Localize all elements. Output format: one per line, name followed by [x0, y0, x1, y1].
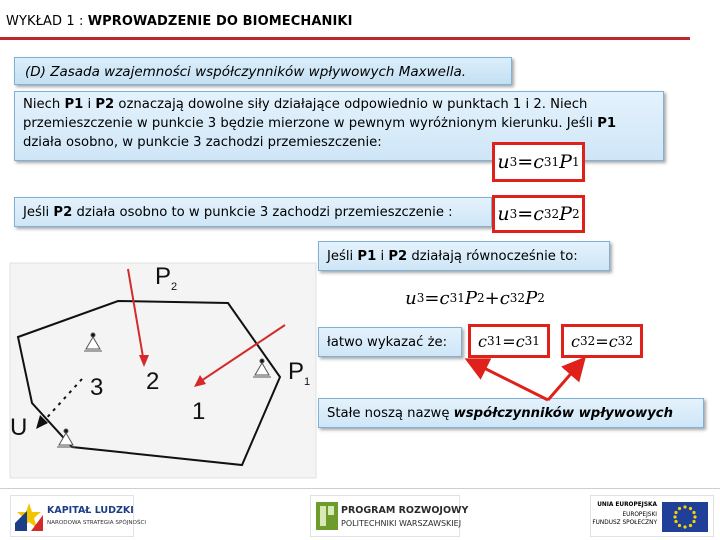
label-p1: $P_1$ [288, 358, 311, 388]
label-u: U [10, 414, 28, 441]
formula-c31-equality: c 31 = c 31 [468, 324, 550, 358]
label-p2: $P_2$ [155, 263, 178, 293]
logo-program-rozwojowy: PROGRAM ROZWOJOWY POLITECHNIKI WARSZAWSKIEJ [310, 495, 460, 537]
elastic-body-diagram [0, 255, 318, 480]
paragraph-p2-alone: Jeśli P2 działa osobno to w punkcie 3 zachodzi przemieszczenie : [14, 197, 492, 227]
formula-c32-equality: c 32 = c 32 [561, 324, 643, 358]
formula-u3-p2: u 3 = c 32 P 2 [492, 195, 585, 233]
logo-unia-europejska: UNIA EUROPEJSKA EUROPEJSKI FUNDUSZ SPOŁECZNY [590, 495, 714, 537]
paragraph-influence-coefficients: Stałe noszą nazwę współczynników wpływowych [318, 398, 704, 428]
program-rozwojowy-emblem-icon [316, 502, 338, 530]
footer-divider [0, 488, 720, 489]
label-point-3: 3 [90, 374, 104, 401]
formula-u3-p1: u 3 = c 31 P 1 [492, 142, 585, 182]
eu-flag-icon [662, 502, 708, 532]
arrow-to-c32 [548, 361, 582, 400]
paragraph-easy-to-show: łatwo wykazać że: [318, 327, 462, 357]
label-point-2: 2 [146, 368, 160, 395]
paragraph-simultaneous: Jeśli P1 i P2 działają równocześnie to: [318, 241, 610, 271]
lecture-prefix: WYKŁAD 1 : [6, 14, 88, 29]
paragraph-intro: Niech P1 i P2 oznaczają dowolne siły działające odpowiednio w punktach 1 i 2. Niech przemieszczenie w punkcie 3 będzie mierzone w pewnym wyróżnionym kierunku. Jeśli P1 działa osobno, w punkcie 3 zachodzi przemieszczenie: [14, 91, 664, 161]
formula-u3-combined: u 3 = c 31 P 2 + c 32 P 2 [395, 280, 555, 316]
kapital-ludzki-emblem-icon [15, 501, 43, 531]
diagram-background [10, 263, 316, 478]
section-heading: (D) Zasada wzajemności współczynników wpływowych Maxwella. [14, 57, 512, 85]
logo-kapital-ludzki: KAPITAŁ LUDZKI NARODOWA STRATEGIA SPÓJNOŚCI [10, 495, 134, 537]
lecture-title: WPROWADZENIE DO BIOMECHANIKI [87, 14, 353, 29]
label-point-1: 1 [192, 398, 206, 425]
arrow-to-c31 [470, 361, 548, 400]
